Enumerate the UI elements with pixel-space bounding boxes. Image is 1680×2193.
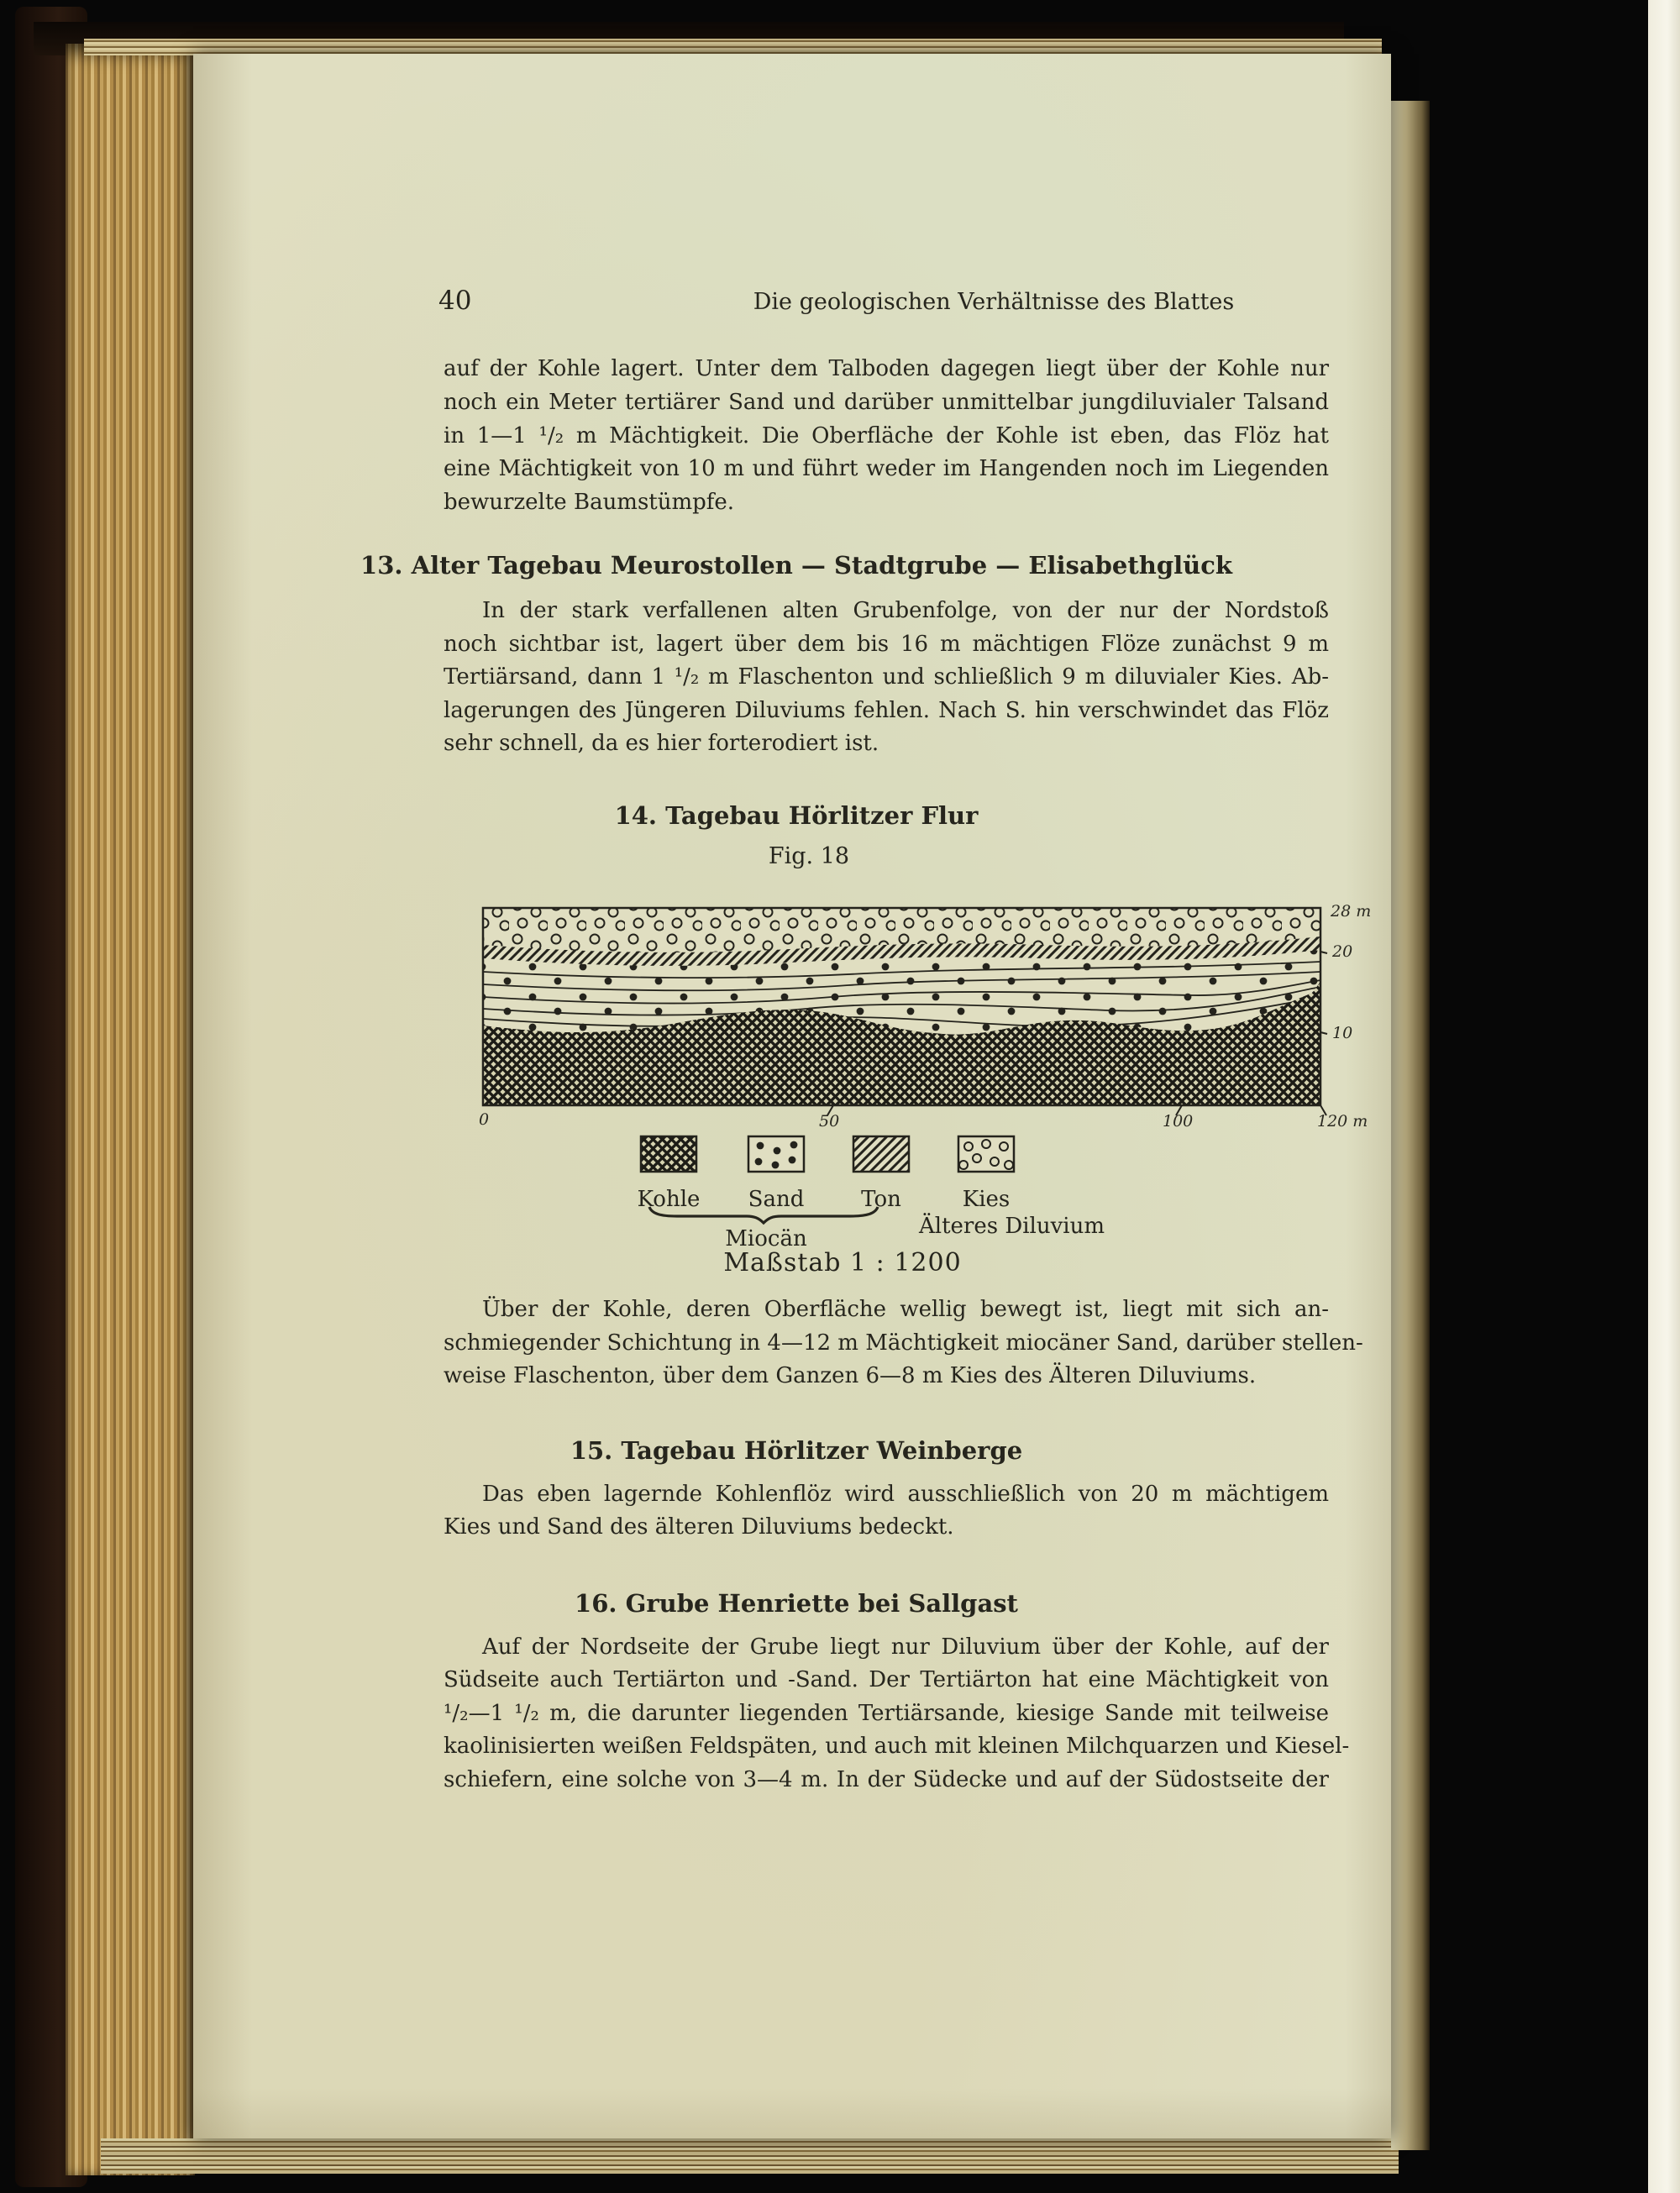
depth-label-28m: 28 m bbox=[1331, 902, 1372, 921]
text-line: Über der Kohle, deren Oberfläche wellig bewegt ist, liegt mit sich an- bbox=[482, 1297, 1329, 1322]
text-line: in 1—1 ¹/₂ m Mächtigkeit. Die Oberfläche der Kohle ist eben, das Flöz hat bbox=[444, 423, 1329, 449]
scan-edge-strip bbox=[1648, 0, 1680, 2193]
legend-label: Ton bbox=[861, 1187, 901, 1212]
text-line: lagerungen des Jüngeren Diluviums fehlen. Nach S. hin verschwindet das Flöz bbox=[444, 698, 1329, 723]
section-15-heading: 15. Tagebau Hörlitzer Weinberge bbox=[570, 1436, 1023, 1465]
kies-swatch-icon bbox=[957, 1135, 1016, 1173]
legend-group-label-miocaen: Miocän bbox=[725, 1226, 807, 1251]
text-line: schmiegender Schichtung in 4—12 m Mächtigkeit miocäner Sand, darüber stellen- bbox=[444, 1330, 1363, 1356]
legend-item-kies bbox=[919, 1135, 1105, 1239]
page-number: 40 bbox=[438, 286, 472, 316]
distance-label-100: 100 bbox=[1163, 1112, 1194, 1131]
text-line: auf der Kohle lagert. Unter dem Talboden dagegen liegt über der Kohle nur bbox=[444, 356, 1329, 381]
distance-axis bbox=[479, 1105, 1368, 1131]
depth-label-20: 20 bbox=[1332, 942, 1353, 961]
text-line: Tertiärsand, dann 1 ¹/₂ m Flaschenton und schließlich 9 m diluvialer Kies. Ab- bbox=[444, 664, 1329, 690]
cross-section-layers bbox=[483, 908, 1320, 1105]
map-scale-label: Maßstab 1 : 1200 bbox=[723, 1248, 962, 1278]
page-edge-stack-top bbox=[84, 39, 1382, 55]
distance-label-0: 0 bbox=[479, 1110, 490, 1129]
text-line: Das eben lagernde Kohlenflöz wird ausschließlich von 20 m mächtigem bbox=[482, 1482, 1329, 1507]
figure-label: Fig. 18 bbox=[768, 843, 850, 869]
text-line: In der stark verfallenen alten Grubenfolge, von der nur der Nordstoß bbox=[482, 598, 1329, 623]
kohle-swatch-icon bbox=[639, 1135, 698, 1173]
page-edge-stack-left bbox=[66, 44, 195, 2175]
text-line: ¹/₂—1 ¹/₂ m, die darunter liegenden Tertiärsande, kiesige Sande mit teilweise bbox=[444, 1701, 1329, 1726]
depth-label-10: 10 bbox=[1332, 1024, 1353, 1042]
text-line: bewurzelte Baumstümpfe. bbox=[444, 490, 735, 515]
legend-sublabel-aelteres-diluvium: Älteres Diluvium bbox=[919, 1214, 1105, 1239]
distance-label-50: 50 bbox=[819, 1112, 840, 1131]
legend-label: Kies bbox=[962, 1187, 1011, 1212]
page-edge-stack-right bbox=[1391, 101, 1430, 2150]
text-line: Kies und Sand des älteren Diluviums bedeckt. bbox=[444, 1514, 954, 1540]
text-line: kaolinisierten weißen Feldspäten, und auch mit kleinen Milchquarzen und Kiesel- bbox=[444, 1734, 1350, 1759]
text-line: noch ein Meter tertiärer Sand und darüber unmittelbar jungdiluvialer Talsand bbox=[444, 390, 1329, 415]
legend-label: Sand bbox=[748, 1187, 805, 1212]
ton-swatch-icon bbox=[852, 1135, 911, 1173]
text-line: sehr schnell, da es hier forterodiert ist. bbox=[444, 731, 879, 756]
text-line: weise Flaschenton, über dem Ganzen 6—8 m Kies des Älteren Diluviums. bbox=[444, 1363, 1257, 1388]
text-line: noch sichtbar ist, lagert über dem bis 16 m mächtigen Flöze zunächst 9 m bbox=[444, 632, 1329, 657]
geological-cross-section-figure bbox=[470, 898, 1394, 1150]
distance-label-120m: 120 m bbox=[1317, 1112, 1368, 1131]
section-14-heading: 14. Tagebau Hörlitzer Flur bbox=[614, 801, 979, 830]
text-line: Auf der Nordseite der Grube liegt nur Diluvium über der Kohle, auf der bbox=[482, 1634, 1329, 1660]
legend-label: Kohle bbox=[637, 1187, 701, 1212]
section-13-heading: 13. Alter Tagebau Meurostollen — Stadtgrube — Elisabethglück bbox=[360, 551, 1232, 580]
running-header: Die geologischen Verhältnisse des Blattes bbox=[753, 289, 1235, 315]
text-line: Südseite auch Tertiärton und -Sand. Der Tertiärton hat eine Mächtigkeit von bbox=[444, 1667, 1329, 1692]
section-16-heading: 16. Grube Henriette bei Sallgast bbox=[575, 1589, 1018, 1618]
depth-axis bbox=[1320, 902, 1371, 1042]
text-line: eine Mächtigkeit von 10 m und führt weder im Hangenden noch im Liegenden bbox=[444, 456, 1329, 481]
miocaen-brace bbox=[647, 1204, 880, 1226]
text-line: schiefern, eine solche von 3—4 m. In der Südecke und auf der Südostseite der bbox=[444, 1767, 1329, 1792]
sand-swatch-icon bbox=[747, 1135, 806, 1173]
book-page bbox=[193, 54, 1391, 2138]
page-edge-stack-bottom bbox=[101, 2138, 1399, 2174]
